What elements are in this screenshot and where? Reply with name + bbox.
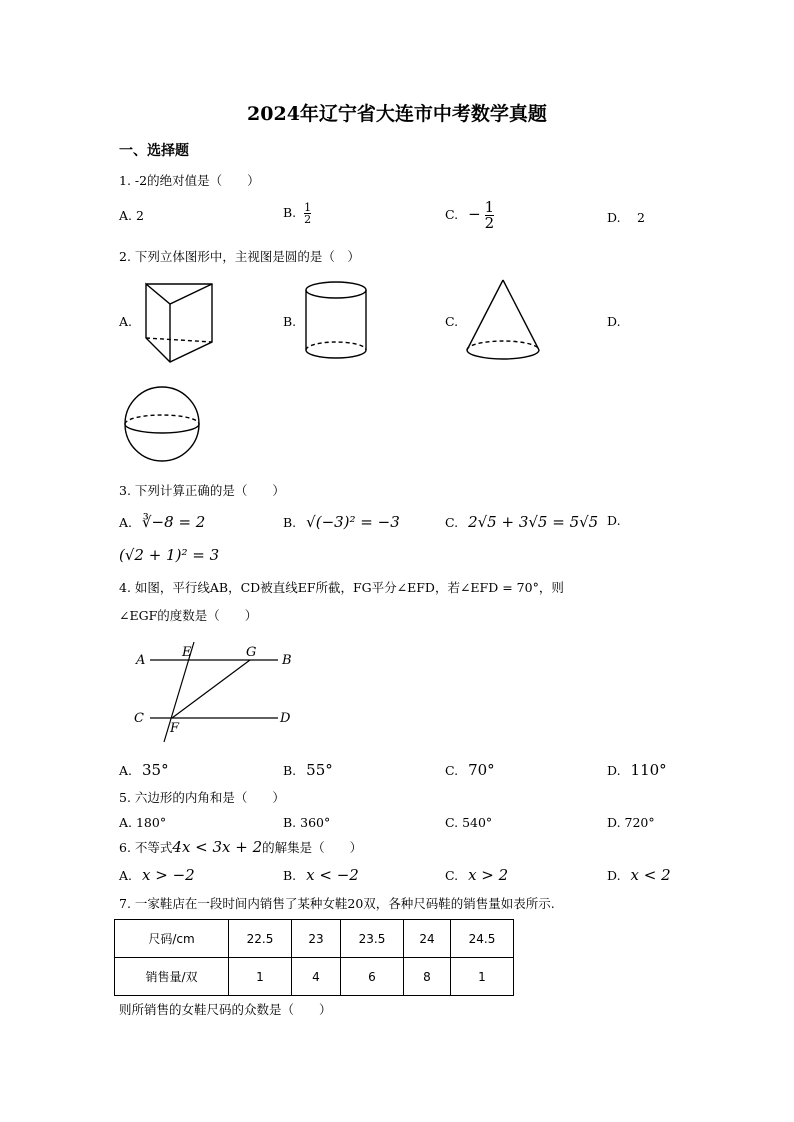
table-cell: 22.5	[229, 920, 292, 958]
q4-option-a[interactable]	[119, 761, 169, 779]
q5-option-b[interactable]: B. 360°	[283, 815, 331, 830]
q2-option-a[interactable]: A.	[119, 314, 133, 329]
q5-option-c[interactable]: C. 540°	[445, 815, 493, 830]
table-row	[115, 958, 514, 996]
option-value: 35°	[142, 761, 169, 779]
expression: ∛−8 = 2	[142, 513, 206, 531]
parallel-lines-figure	[128, 640, 308, 745]
expression: √(−3)² = −3	[306, 513, 400, 531]
option-label: A.	[119, 515, 133, 530]
option-value: 55°	[306, 761, 333, 779]
point-label-c: C	[134, 711, 144, 726]
option-label: B.	[283, 515, 297, 530]
cone-figure	[463, 278, 545, 368]
question-5-stem: 5. 六边形的内角和是（ ）	[119, 790, 285, 805]
table-cell: 6	[341, 958, 404, 996]
numerator: 1	[484, 198, 495, 216]
option-label: B.	[283, 763, 297, 778]
option-label: D.	[607, 868, 621, 883]
option-value: x > 2	[468, 866, 509, 884]
question-4-stem-line-2: ∠EGF的度数是（ ）	[119, 608, 258, 623]
sphere-figure	[122, 386, 204, 466]
q4-option-d[interactable]	[607, 761, 667, 779]
q1-option-b[interactable]	[283, 202, 311, 225]
shoe-size-sales-table	[114, 919, 514, 996]
q3-option-c[interactable]	[445, 513, 598, 531]
table-row	[115, 920, 514, 958]
point-label-a: A	[136, 653, 146, 668]
q4-option-b[interactable]	[283, 761, 333, 779]
point-label-g: G	[246, 645, 257, 660]
denominator: 2	[484, 214, 495, 232]
triangular-prism-figure	[140, 282, 220, 372]
point-label-d: D	[280, 711, 291, 726]
table-cell: 1	[451, 958, 514, 996]
option-label: C.	[445, 868, 459, 883]
section-heading: 一、选择题	[119, 143, 189, 159]
option-label: D.	[607, 763, 621, 778]
table-cell: 4	[292, 958, 341, 996]
table-cell: 1	[229, 958, 292, 996]
numerator: 1	[304, 201, 312, 214]
question-3-stem: 3. 下列计算正确的是（ ）	[119, 483, 285, 498]
q1-option-c[interactable]	[445, 200, 494, 231]
q1-option-d[interactable]: D. 2	[607, 210, 645, 225]
table-cell: 23.5	[341, 920, 404, 958]
fraction	[485, 200, 495, 231]
q6-option-b[interactable]	[283, 866, 359, 884]
stem-suffix: 的解集是（ ）	[262, 840, 363, 855]
q6-option-d[interactable]	[607, 866, 671, 884]
q3-option-a[interactable]	[119, 513, 205, 531]
question-4-stem-line-1: 4. 如图，平行线AB，CD被直线EF所截，FG平分∠EFD，若∠EFD = 70°，则	[119, 580, 564, 595]
minus-sign: −	[468, 205, 481, 223]
denominator: 2	[304, 213, 312, 226]
option-label: A.	[119, 868, 133, 883]
table-cell: 8	[404, 958, 451, 996]
inequality-expression: 4x < 3x + 2	[172, 838, 263, 856]
table-cell: 24.5	[451, 920, 514, 958]
table-cell: 23	[292, 920, 341, 958]
option-value: x < −2	[306, 866, 359, 884]
q6-option-a[interactable]	[119, 866, 195, 884]
q2-option-c[interactable]: C.	[445, 314, 459, 329]
q6-option-c[interactable]	[445, 866, 508, 884]
q2-option-d[interactable]: D.	[607, 314, 621, 329]
q3-option-d[interactable]: D.	[607, 513, 621, 528]
fraction	[304, 202, 311, 225]
q5-option-a[interactable]: A. 180°	[119, 815, 167, 830]
question-7-stem: 7. 一家鞋店在一段时间内销售了某种女鞋20双，各种尺码鞋的销售量如表所示.	[119, 896, 555, 911]
page-title: 2024年辽宁省大连市中考数学真题	[247, 103, 547, 125]
option-label: C.	[445, 515, 459, 530]
question-2-stem: 2. 下列立体图形中，主视图是圆的是（ ）	[119, 249, 360, 264]
q5-option-d[interactable]: D. 720°	[607, 815, 655, 830]
option-label: A.	[119, 763, 133, 778]
option-label: B.	[283, 868, 297, 883]
q1-option-a[interactable]: A. 2	[119, 208, 144, 223]
expression: 2√5 + 3√5 = 5√5	[468, 513, 599, 531]
question-7-follow-up: 则所销售的女鞋尺码的众数是（ ）	[119, 1002, 332, 1017]
option-value: 110°	[630, 761, 667, 779]
option-label: C.	[445, 763, 459, 778]
stem-prefix: 6. 不等式	[119, 840, 173, 855]
option-label: B.	[283, 205, 297, 220]
table-cell: 24	[404, 920, 451, 958]
q3-option-b[interactable]	[283, 513, 400, 531]
option-value: 70°	[468, 761, 495, 779]
question-1-stem: 1. -2的绝对值是（ ）	[119, 173, 260, 188]
question-6-stem	[119, 838, 362, 856]
option-label: C.	[445, 207, 459, 222]
point-label-e: E	[182, 645, 192, 660]
table-header-cell: 尺码/cm	[115, 920, 229, 958]
q2-option-b[interactable]: B.	[283, 314, 297, 329]
cylinder-figure	[303, 280, 373, 370]
point-label-b: B	[282, 653, 292, 668]
table-header-cell: 销售量/双	[115, 958, 229, 996]
q4-option-c[interactable]	[445, 761, 495, 779]
option-value: x > −2	[142, 866, 195, 884]
q3-option-d-expression: (√2 + 1)² = 3	[119, 546, 220, 564]
option-value: x < 2	[630, 866, 671, 884]
point-label-f: F	[170, 721, 180, 736]
